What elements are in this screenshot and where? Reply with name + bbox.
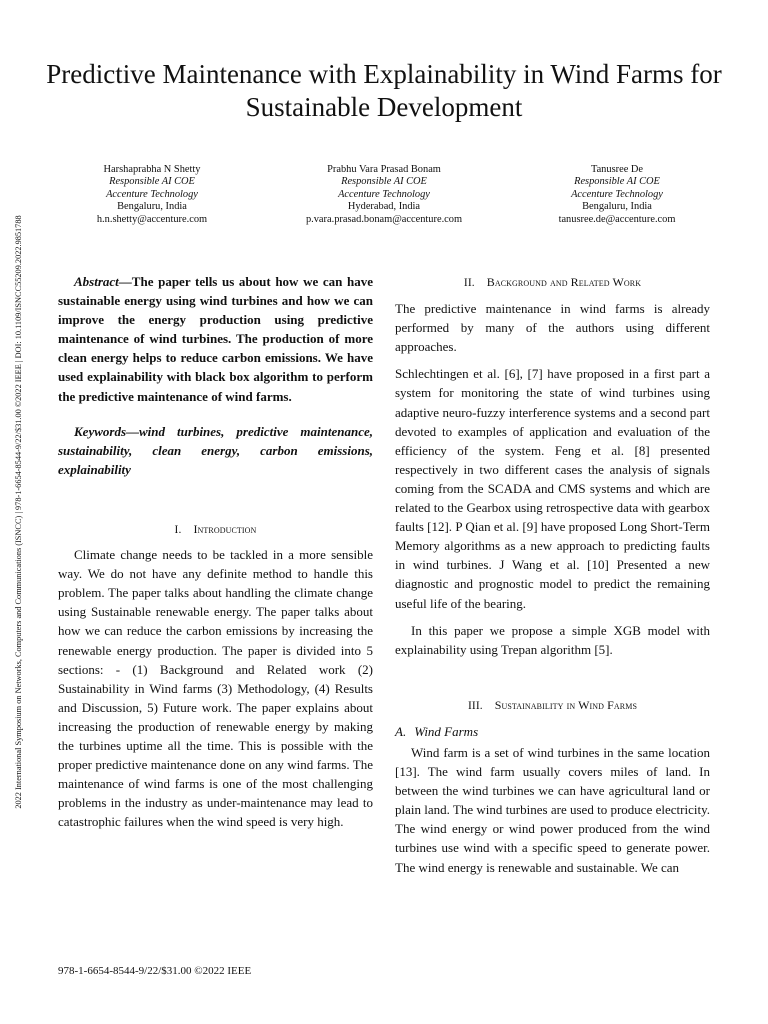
author-group: Responsible AI COE <box>574 176 660 188</box>
side-citation-text: 2022 International Symposium on Networks, Computers and Communications (ISNCC) | 978-1-6654-8544-9/22/$31.00 ©2022 IEEE | DOI: 10.1109/ISNCC55209.2022.9851788 <box>14 215 23 809</box>
section-number: III. <box>467 699 483 712</box>
author-block-1 <box>42 164 262 226</box>
author-email: tanusree.de@accenture.com <box>558 213 676 225</box>
author-name: Prabhu Vara Prasad Bonam <box>327 164 441 175</box>
background-paragraph-3: In this paper we propose a simple XGB model with explainability using Trepan algorithm [5]. <box>395 622 710 657</box>
side-citation-strip <box>2 162 23 862</box>
keywords <box>58 422 373 479</box>
author-org: Accenture Technology <box>106 188 198 200</box>
wind-farms-paragraph: Wind farm is a set of wind turbines in the same location [13]. The wind farm usually covers miles of land. In between the wind turbines we can have agricultural land or plain land. The wind turbines are used to produce electricity. The wind energy or wind power produced from the wind turbines use wind with a specific speed to generate power. The wind energy is renewable and sustainable. We can <box>395 744 710 875</box>
section-heading-sustainability <box>395 696 710 716</box>
right-column <box>395 273 710 877</box>
abstract-text: —The paper tells us about how we can have sustainable energy using wind turbines and how we can improve the energy production using predictive maintenance of wind turbines. The production of more clean energy helps to reduce carbon emissions. We have used explainability with black box algorithm to perform the predictive maintenance of wind farms. <box>58 274 373 404</box>
author-org: Accenture Technology <box>338 188 430 200</box>
keywords-lead: Keywords <box>74 423 126 439</box>
abstract-lead: Abstract <box>74 274 119 289</box>
introduction-paragraph: Climate change needs to be tackled in a more sensible way. We do not have any definite method to handle this problem. The paper talks about handling the climate change using Sustainable renewable energy. The paper talks about how we can reduce the carbon emissions by increasing the renewable energy production. The paper is divided into 5 sections: - (1) Background and Related work (2) Sustainability in Wind farms (3) Methodology, (4) Results and Discussion, 5) Future work. The paper explains about increasing the production of renewable energy by making the turbines uptime all the time. This is possible with the proper predictive maintenance done on any wind farms. The maintenance of wind farms is one of the most challenging problems in the industry as under-maintenance may lead to catastrophic failures when the wind speed is very high. <box>58 547 373 830</box>
keywords-text: —wind turbines, predictive maintenance, sustainability, clean energy, carbon emissions, explainability <box>58 423 373 477</box>
author-block-3 <box>507 164 727 226</box>
section-heading-background <box>395 273 710 293</box>
paper-title: Predictive Maintenance with Explainability in Wind Farms for Sustainable Development <box>46 59 722 122</box>
section-title: Introduction <box>193 521 257 536</box>
author-city: Bengaluru, India <box>117 201 187 213</box>
author-group: Responsible AI COE <box>341 176 427 188</box>
section-heading-introduction <box>58 520 373 540</box>
background-paragraph-1: The predictive maintenance in wind farms is already performed by many of the authors using different approaches. <box>395 301 710 355</box>
background-paragraph-2: Schlechtingen et al. [6], [7] have proposed in a first part a system for monitoring the state of wind turbines using adaptive neuro-fuzzy interference systems and a second part devoted to examples of application and evaluation of the efficiency of the system. Feng et al. [8] presented respectively in two different cases the analysis of signals coming from the SCADA and CMS systems and which are related to the Gearbox using retrospective data with gearbox faults [12]. P Qian et al. [9] have proposed Long Short-Term Memory algorithms as a new approach to predicting faults in wind turbines. J Wang et al. [10] Presented a new diagnostic and prognostic model to predict the remaining useful life of the bearing. <box>395 366 710 611</box>
author-email: p.vara.prasad.bonam@accenture.com <box>305 213 463 225</box>
section-number: I. <box>174 523 182 536</box>
author-name: Tanusree De <box>590 164 644 175</box>
section-title: Background and Related Work <box>486 275 642 289</box>
author-name: Harshaprabha N Shetty <box>103 164 201 175</box>
left-column <box>58 272 373 831</box>
author-org: Accenture Technology <box>571 188 663 200</box>
abstract <box>58 272 373 406</box>
author-city: Hyderabad, India <box>347 201 421 213</box>
author-email: h.n.shetty@accenture.com <box>96 213 208 225</box>
copyright-footer: 978-1-6654-8544-9/22/$31.00 ©2022 IEEE <box>58 965 252 977</box>
section-number: II. <box>463 277 475 289</box>
author-city: Bengaluru, India <box>582 201 652 213</box>
author-block-2 <box>274 164 494 226</box>
subsection-title: Wind Farms <box>414 723 479 739</box>
subsection-heading-wind-farms <box>395 722 710 741</box>
section-title: Sustainability in Wind Farms <box>494 697 638 712</box>
subsection-number: A. <box>395 723 407 739</box>
author-group: Responsible AI COE <box>109 176 195 188</box>
